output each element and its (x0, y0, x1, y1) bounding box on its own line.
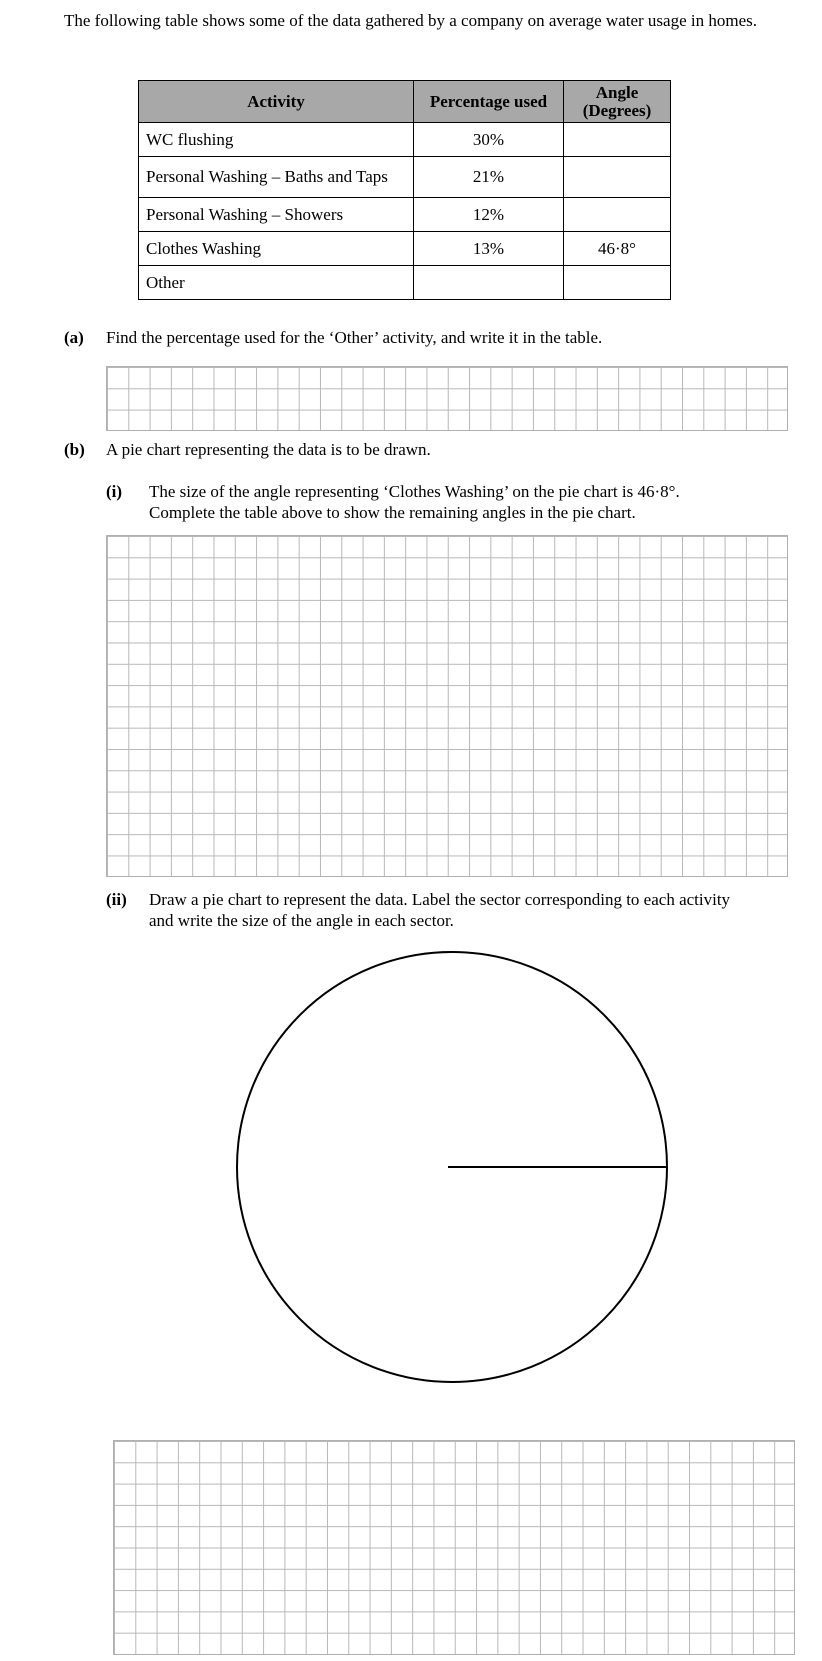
header-percentage: Percentage used (414, 81, 564, 123)
part-a-text: Find the percentage used for the ‘Other’ activity, and write it in the table. (106, 328, 603, 347)
cell-percentage[interactable] (414, 266, 564, 300)
header-activity: Activity (139, 81, 414, 123)
part-b-ii-text (149, 889, 809, 931)
cell-angle[interactable] (564, 266, 671, 300)
table-row (139, 232, 671, 266)
cell-percentage: 13% (414, 232, 564, 266)
cell-percentage: 30% (414, 123, 564, 157)
table-row (139, 266, 671, 300)
part-b-text: A pie chart representing the data is to be drawn. (106, 440, 431, 459)
cell-angle[interactable] (564, 157, 671, 198)
answer-grid-a[interactable] (106, 366, 788, 431)
table-header-row (139, 81, 671, 123)
cell-angle[interactable] (564, 198, 671, 232)
cell-percentage: 21% (414, 157, 564, 198)
header-angle-line2: (Degrees) (582, 100, 652, 120)
cell-activity: WC flushing (139, 123, 414, 157)
table-row (139, 157, 671, 198)
answer-grid-b-i[interactable] (106, 535, 788, 877)
table-row (139, 198, 671, 232)
part-b-i-line2: Complete the table above to show the remaining angles in the pie chart. (149, 503, 636, 522)
water-usage-table (138, 80, 671, 300)
header-angle-line1: Angle (595, 82, 639, 102)
cell-activity: Personal Washing – Showers (139, 198, 414, 232)
part-b-ii-label: (ii) (106, 890, 127, 909)
cell-activity: Personal Washing – Baths and Taps (139, 157, 414, 198)
pie-chart-canvas[interactable] (230, 945, 675, 1390)
cell-activity: Other (139, 266, 414, 300)
answer-grid-b-ii[interactable] (113, 1440, 795, 1655)
part-b-i-line1: The size of the angle representing ‘Clothes Washing’ on the pie chart is 46·8°. (149, 482, 680, 501)
part-b-ii-line1: Draw a pie chart to represent the data. Label the sector corresponding to each activity (149, 890, 731, 909)
header-angle (564, 81, 671, 123)
table-row (139, 123, 671, 157)
part-b-label: (b) (64, 440, 85, 459)
part-b-i-label: (i) (106, 482, 123, 501)
part-b-ii-line2: and write the size of the angle in each sector. (149, 911, 454, 930)
intro-text: The following table shows some of the data gathered by a company on average water usage in homes. (64, 11, 757, 30)
part-b-i-text (149, 481, 789, 523)
cell-activity: Clothes Washing (139, 232, 414, 266)
cell-angle[interactable] (564, 123, 671, 157)
cell-angle: 46·8° (564, 232, 671, 266)
cell-percentage: 12% (414, 198, 564, 232)
part-a-label: (a) (64, 328, 84, 347)
